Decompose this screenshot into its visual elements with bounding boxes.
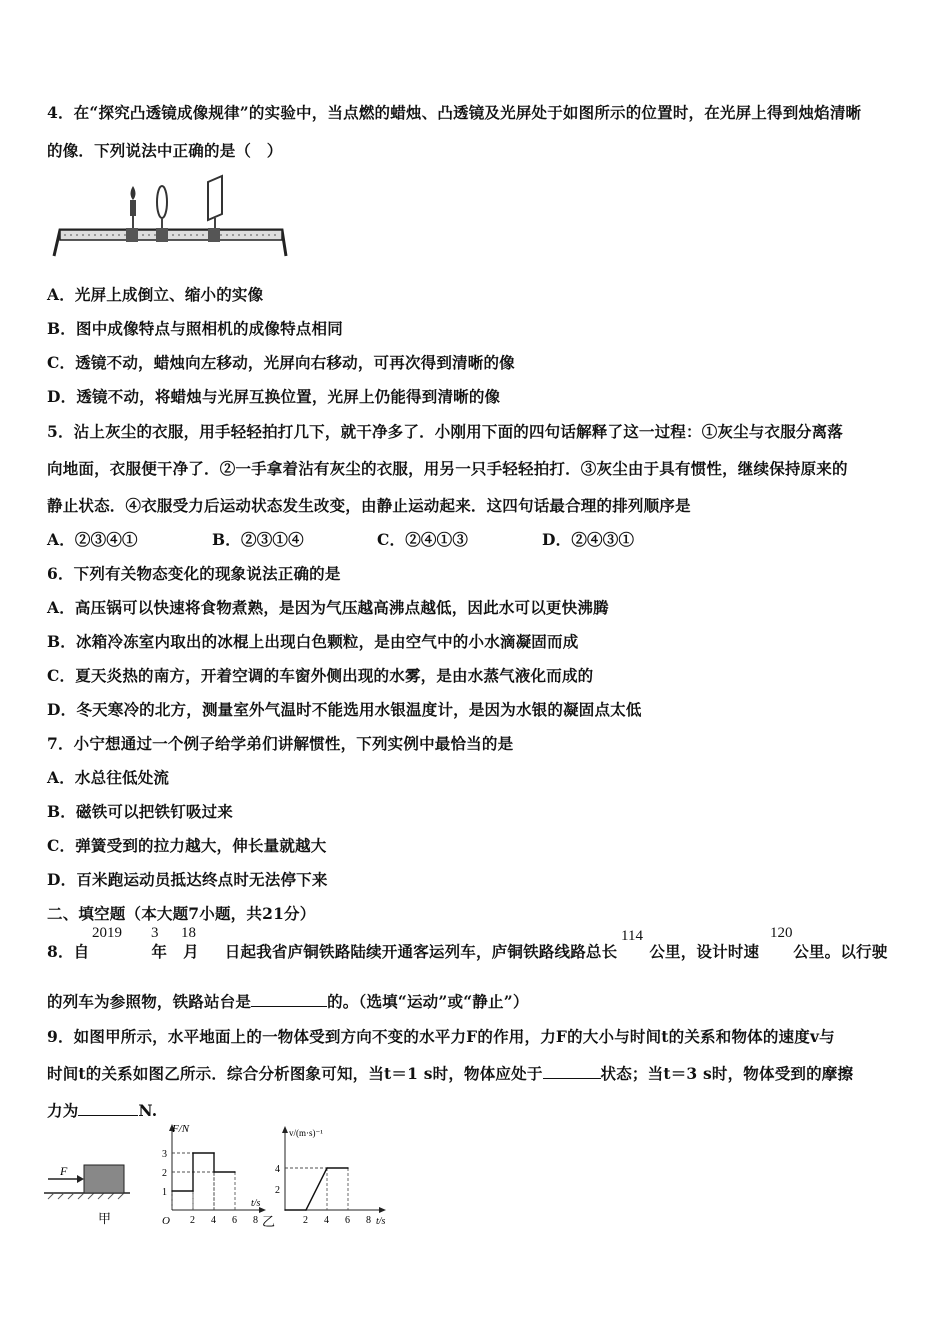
q9-line3 xyxy=(47,1099,157,1121)
q6-option-b: B．冰箱冷冻室内取出的冰棍上出现白色颗粒，是由空气中的小水滴凝固而成 xyxy=(47,632,579,651)
data-point xyxy=(284,1209,286,1211)
figure-yi xyxy=(150,1120,410,1235)
q9-line2a: 时间t的关系如图乙所示．综合分析图象可知，当t＝1 s时，物体应处于 xyxy=(47,1064,543,1083)
q8-year: 2019 xyxy=(92,925,122,941)
q8-part3: 月 xyxy=(183,942,199,961)
q9-line3b: N. xyxy=(138,1101,158,1120)
q8-line1 xyxy=(47,940,887,962)
x-tick-label: 4 xyxy=(211,1215,216,1226)
q4-option-d: D．透镜不动，将蜡烛与光屏互换位置，光屏上仍能得到清晰的像 xyxy=(47,387,501,406)
q8-month: 3 xyxy=(151,925,159,941)
q8-day: 18 xyxy=(181,925,196,941)
x-tick-label: 2 xyxy=(190,1215,195,1226)
v-axis-label: v/(m·s)⁻¹ xyxy=(289,1128,323,1138)
series-line xyxy=(285,1168,348,1210)
q6-stem: 6．下列有关物态变化的现象说法正确的是 xyxy=(47,564,341,583)
q8-part1: 8．自 xyxy=(47,942,90,961)
y-tick-label: 2 xyxy=(275,1185,280,1196)
q8-line2a: 的列车为参照物，铁路站台是 xyxy=(47,992,252,1011)
data-point xyxy=(192,1152,194,1154)
q8-part5: 公里，设计时速 xyxy=(649,942,760,961)
q9-blank-friction[interactable] xyxy=(78,1101,138,1116)
x-tick-label: 6 xyxy=(345,1215,350,1226)
data-point xyxy=(326,1167,328,1169)
lens-icon xyxy=(157,186,167,230)
label-jia: 甲 xyxy=(98,1211,112,1226)
optical-bench-figure xyxy=(50,174,290,264)
label-yi: 乙 xyxy=(262,1214,276,1229)
q5-option-c: C．②④①③ xyxy=(377,530,469,549)
section2-title: 二、填空题（本大题7小题，共21分） xyxy=(47,904,316,923)
data-point xyxy=(347,1167,349,1169)
x-tick-label: 2 xyxy=(303,1215,308,1226)
data-point xyxy=(213,1152,215,1154)
data-point xyxy=(213,1171,215,1173)
q8-line2 xyxy=(47,990,529,1012)
q5-option-a: A．②③④① xyxy=(47,530,138,549)
q7-option-c: C．弹簧受到的拉力越大，伸长量就越大 xyxy=(47,836,327,855)
q4-option-a: A．光屏上成倒立、缩小的实像 xyxy=(47,285,264,304)
q5-stem-line2: 向地面，衣服便干净了．②一手拿着沾有灰尘的衣服，用另一只手轻轻拍打．③灰尘由于具有惯性，继续保持原来的 xyxy=(47,459,848,478)
x-tick-label: 6 xyxy=(232,1215,237,1226)
ground-hatch xyxy=(48,1193,124,1199)
data-point xyxy=(234,1171,236,1173)
q9-line2b: 状态；当t＝3 s时，物体受到的摩擦 xyxy=(600,1064,854,1083)
q8-speed: 120 xyxy=(770,925,793,941)
q4-stem-line1: 4．在“探究凸透镜成像规律”的实验中，当点燃的蜡烛、凸透镜及光屏处于如图所示的位置时，在光屏上得到烛焰清晰 xyxy=(47,103,862,122)
q5-stem-line1: 5．沾上灰尘的衣服，用手轻轻拍打几下，就干净多了．小刚用下面的四句话解释了这一过程：①灰尘与衣服分离落 xyxy=(47,422,843,441)
q6-option-a: A．高压锅可以快速将食物煮熟，是因为气压越高沸点越低，因此水可以更快沸腾 xyxy=(47,598,609,617)
block xyxy=(84,1165,124,1193)
q7-option-d: D．百米跑运动员抵达终点时无法停下来 xyxy=(47,870,328,889)
x-tick-label: 4 xyxy=(324,1215,329,1226)
q8-length: 114 xyxy=(621,928,643,944)
q4-option-c: C．透镜不动，蜡烛向左移动，光屏向右移动，可再次得到清晰的像 xyxy=(47,353,515,372)
origin-label: O xyxy=(162,1215,170,1227)
force-label: F xyxy=(60,1164,68,1178)
q8-part2: 年 xyxy=(151,942,168,961)
q4-option-b: B．图中成像特点与照相机的成像特点相同 xyxy=(47,319,343,338)
data-point xyxy=(192,1190,194,1192)
q6-option-d: D．冬天寒冷的北方，测量室外气温时不能选用水银温度计，是因为水银的凝固点太低 xyxy=(47,700,642,719)
f-axis-label: F/N xyxy=(172,1123,190,1135)
q4-stem-line2: 的像．下列说法中正确的是（ ） xyxy=(47,141,283,160)
x-tick-label: 8 xyxy=(253,1215,258,1226)
q5-option-d: D．②④③① xyxy=(542,530,635,549)
q7-option-a: A．水总往低处流 xyxy=(47,768,170,787)
screen-icon xyxy=(208,176,222,230)
q8-answer-blank[interactable] xyxy=(251,992,327,1007)
q9-line3a: 力为 xyxy=(47,1101,79,1120)
q8-part4: 日起我省庐铜铁路陆续开通客运列车，庐铜铁路线路总长 xyxy=(224,942,618,961)
q6-option-c: C．夏天炎热的南方，开着空调的车窗外侧出现的水雾，是由水蒸气液化而成的 xyxy=(47,666,594,685)
x-tick-label: 8 xyxy=(366,1215,371,1226)
y-tick-label: 1 xyxy=(162,1187,167,1198)
data-point xyxy=(171,1190,173,1192)
q5-option-b: B．②③①④ xyxy=(212,530,304,549)
candle-icon xyxy=(130,186,136,230)
y-tick-label: 2 xyxy=(162,1168,167,1179)
data-point xyxy=(305,1209,307,1211)
q9-line1: 9．如图甲所示，水平地面上的一物体受到方向不变的水平力F的作用，力F的大小与时间t的关系和物体的速度v与 xyxy=(47,1027,835,1046)
q8-part6: 公里。以行驶 xyxy=(793,942,888,961)
bench-rail xyxy=(54,228,286,256)
f-t-axis-label: t/s xyxy=(251,1198,261,1209)
v-t-axis-label: t/s xyxy=(376,1216,386,1227)
q9-blank-state[interactable] xyxy=(543,1064,601,1079)
y-tick-label: 4 xyxy=(275,1164,280,1175)
q7-stem: 7．小宁想通过一个例子给学弟们讲解惯性，下列实例中最恰当的是 xyxy=(47,734,514,753)
figure-jia xyxy=(44,1155,144,1230)
y-tick-label: 3 xyxy=(162,1149,167,1160)
q9-line2 xyxy=(47,1062,853,1084)
q8-line2b: 的。（选填“运动”或“静止”） xyxy=(327,992,529,1011)
q7-option-b: B．磁铁可以把铁钉吸过来 xyxy=(47,802,234,821)
q5-stem-line3: 静止状态．④衣服受力后运动状态发生改变，由静止运动起来．这四句话最合理的排列顺序是 xyxy=(47,496,691,515)
